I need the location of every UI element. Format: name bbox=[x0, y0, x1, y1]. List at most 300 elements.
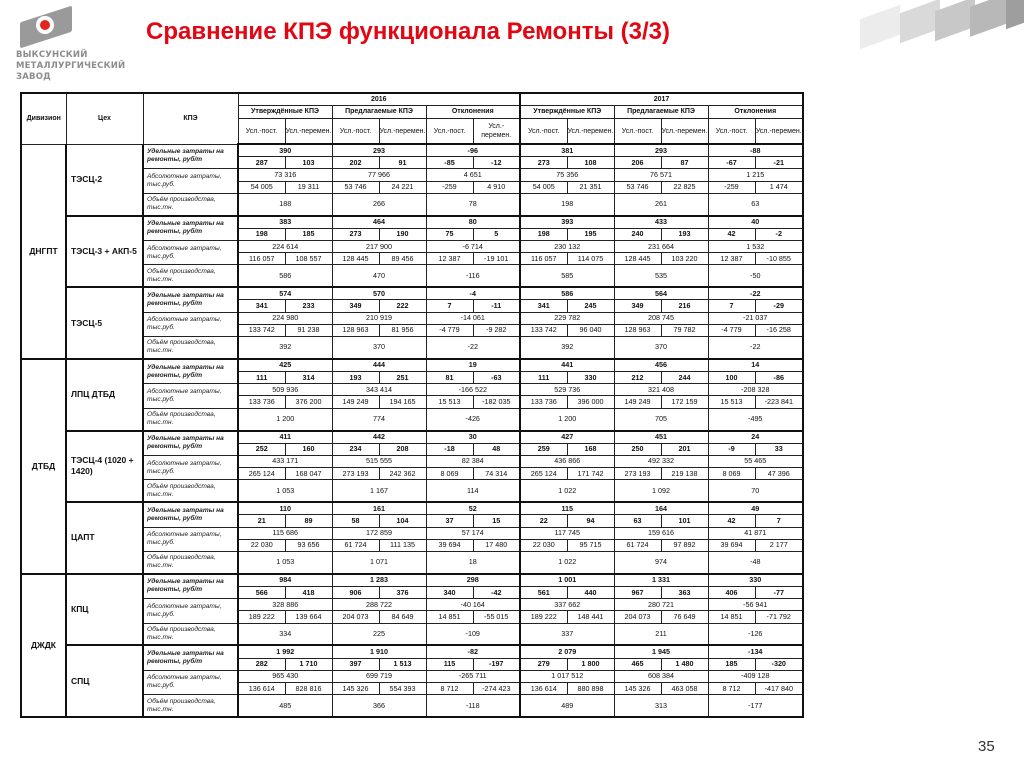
logo-line-2: МЕТАЛЛУРГИЧЕСКИЙ bbox=[16, 61, 126, 71]
value-spec-split: 259 bbox=[520, 443, 567, 455]
value-spec-split: 115 bbox=[426, 658, 473, 670]
value-spec-split: 185 bbox=[708, 658, 755, 670]
kpi-label-specific: Удельные затраты на ремонты, руб/т bbox=[143, 431, 238, 456]
value-abs-split: 84 649 bbox=[379, 611, 426, 623]
value-spec-split: 406 bbox=[708, 586, 755, 598]
value-spec-split: 63 bbox=[614, 515, 661, 527]
value-volume: 1 200 bbox=[238, 408, 332, 430]
shop-name: ТЭСЦ-4 (1020 + 1420) bbox=[66, 431, 143, 503]
value-volume: 211 bbox=[614, 623, 708, 645]
value-abs-split: 24 221 bbox=[379, 181, 426, 193]
table-row bbox=[21, 574, 803, 587]
value-spec-split: 42 bbox=[708, 228, 755, 240]
value-volume: -109 bbox=[426, 623, 520, 645]
value-abs-split: 128 445 bbox=[332, 253, 379, 265]
value-abs-split: -16 258 bbox=[755, 324, 803, 336]
value-spec-split: 185 bbox=[285, 228, 332, 240]
value-volume: 1 071 bbox=[332, 551, 426, 573]
value-abs-total: 337 662 bbox=[520, 599, 614, 611]
value-spec-split: 5 bbox=[473, 228, 520, 240]
value-spec-total: 2 079 bbox=[520, 645, 614, 658]
value-abs-split: 108 557 bbox=[285, 253, 332, 265]
value-abs-total: 77 966 bbox=[332, 169, 426, 181]
value-spec-split: 201 bbox=[661, 443, 708, 455]
value-abs-total: 117 745 bbox=[520, 527, 614, 539]
value-abs-split: 265 124 bbox=[520, 468, 567, 480]
value-abs-split: 19 311 bbox=[285, 181, 332, 193]
value-abs-total: 229 782 bbox=[520, 312, 614, 324]
value-abs-split: -19 101 bbox=[473, 253, 520, 265]
header-subcolumn: Усл.-перемен. bbox=[755, 119, 803, 145]
value-spec-total: 390 bbox=[238, 144, 332, 157]
kpi-label-volume: Объём производства, тыс.тн. bbox=[143, 408, 238, 430]
value-abs-split: 61 724 bbox=[332, 539, 379, 551]
value-abs-total: 55 465 bbox=[708, 455, 803, 467]
value-volume: 313 bbox=[614, 695, 708, 717]
value-volume: 114 bbox=[426, 480, 520, 502]
value-abs-total: 529 736 bbox=[520, 384, 614, 396]
value-spec-total: 381 bbox=[520, 144, 614, 157]
header-subcolumn: Усл.-пост. bbox=[614, 119, 661, 145]
value-spec-total: 19 bbox=[426, 359, 520, 372]
value-spec-split: 212 bbox=[614, 372, 661, 384]
value-abs-split: 148 441 bbox=[567, 611, 614, 623]
value-volume: 392 bbox=[238, 337, 332, 359]
value-spec-total: -88 bbox=[708, 144, 803, 157]
header-subcolumn: Усл.-перемен. bbox=[567, 119, 614, 145]
value-spec-split: 195 bbox=[567, 228, 614, 240]
value-volume: 261 bbox=[614, 193, 708, 215]
value-abs-split: -71 792 bbox=[755, 611, 803, 623]
value-abs-split: 53 746 bbox=[614, 181, 661, 193]
value-abs-split: 96 040 bbox=[567, 324, 614, 336]
value-abs-total: 208 745 bbox=[614, 312, 708, 324]
value-abs-split: 136 614 bbox=[520, 682, 567, 694]
value-spec-total: -96 bbox=[426, 144, 520, 157]
value-volume: 188 bbox=[238, 193, 332, 215]
value-abs-split: 136 614 bbox=[238, 682, 285, 694]
value-spec-total: 570 bbox=[332, 287, 426, 300]
header-group: Утверждённые КПЭ bbox=[520, 106, 614, 119]
value-spec-total: 40 bbox=[708, 216, 803, 229]
value-volume: 266 bbox=[332, 193, 426, 215]
value-spec-split: 100 bbox=[708, 372, 755, 384]
value-spec-total: 115 bbox=[520, 502, 614, 515]
value-spec-total: 383 bbox=[238, 216, 332, 229]
value-volume: -50 bbox=[708, 265, 803, 287]
value-spec-total: -82 bbox=[426, 645, 520, 658]
value-abs-split: 242 362 bbox=[379, 468, 426, 480]
value-spec-split: 440 bbox=[567, 586, 614, 598]
value-abs-split: 133 742 bbox=[520, 324, 567, 336]
kpi-label-absolute: Абсолютные затраты, тыс.руб. bbox=[143, 241, 238, 265]
value-spec-split: 202 bbox=[332, 157, 379, 169]
value-abs-split: 376 200 bbox=[285, 396, 332, 408]
kpi-label-absolute: Абсолютные затраты, тыс.руб. bbox=[143, 527, 238, 551]
value-abs-total: -14 061 bbox=[426, 312, 520, 324]
value-abs-total: 230 132 bbox=[520, 241, 614, 253]
value-spec-split: 22 bbox=[520, 515, 567, 527]
kpi-label-volume: Объём производства, тыс.тн. bbox=[143, 193, 238, 215]
value-spec-total: 293 bbox=[614, 144, 708, 157]
value-abs-total: 4 651 bbox=[426, 169, 520, 181]
value-volume: 18 bbox=[426, 551, 520, 573]
header-group: Утверждённые КПЭ bbox=[238, 106, 332, 119]
value-abs-total: 224 980 bbox=[238, 312, 332, 324]
value-spec-split: 94 bbox=[567, 515, 614, 527]
value-spec-split: 349 bbox=[332, 300, 379, 312]
value-spec-split: 42 bbox=[708, 515, 755, 527]
value-spec-split: 397 bbox=[332, 658, 379, 670]
value-abs-split: 39 694 bbox=[426, 539, 473, 551]
value-abs-split: 8 069 bbox=[708, 468, 755, 480]
value-abs-split: 189 222 bbox=[238, 611, 285, 623]
value-spec-total: 1 992 bbox=[238, 645, 332, 658]
kpi-label-volume: Объём производства, тыс.тн. bbox=[143, 695, 238, 717]
value-volume: -126 bbox=[708, 623, 803, 645]
value-volume: 535 bbox=[614, 265, 708, 287]
value-volume: -116 bbox=[426, 265, 520, 287]
value-abs-total: 57 174 bbox=[426, 527, 520, 539]
value-abs-split: -4 779 bbox=[708, 324, 755, 336]
value-abs-total: 492 332 bbox=[614, 455, 708, 467]
header-group: Предлагаемые КПЭ bbox=[332, 106, 426, 119]
value-abs-split: -259 bbox=[708, 181, 755, 193]
header-subcolumn: Усл.-пост. bbox=[238, 119, 285, 145]
value-spec-split: -12 bbox=[473, 157, 520, 169]
value-abs-total: 515 555 bbox=[332, 455, 426, 467]
value-spec-total: 293 bbox=[332, 144, 426, 157]
value-abs-total: 509 936 bbox=[238, 384, 332, 396]
shop-name: ЛПЦ ДТБД bbox=[66, 359, 143, 431]
header-group: Отклонения bbox=[708, 106, 803, 119]
value-abs-split: 79 782 bbox=[661, 324, 708, 336]
value-abs-split: 8 712 bbox=[426, 682, 473, 694]
kpi-label-absolute: Абсолютные затраты, тыс.руб. bbox=[143, 670, 238, 694]
value-spec-split: 273 bbox=[520, 157, 567, 169]
value-spec-split: 7 bbox=[426, 300, 473, 312]
division-name: ДНГПТ bbox=[21, 144, 66, 359]
value-abs-split: 168 047 bbox=[285, 468, 332, 480]
value-spec-split: 1 800 bbox=[567, 658, 614, 670]
value-abs-total: 1 017 512 bbox=[520, 670, 614, 682]
shop-name: ТЭСЦ-2 bbox=[66, 144, 143, 216]
kpi-label-absolute: Абсолютные затраты, тыс.руб. bbox=[143, 384, 238, 408]
value-abs-split: 93 656 bbox=[285, 539, 332, 551]
value-spec-split: -77 bbox=[755, 586, 803, 598]
value-abs-total: 965 430 bbox=[238, 670, 332, 682]
value-spec-split: 465 bbox=[614, 658, 661, 670]
value-spec-split: -18 bbox=[426, 443, 473, 455]
value-spec-split: 111 bbox=[238, 372, 285, 384]
value-abs-split: 128 963 bbox=[332, 324, 379, 336]
value-spec-total: 1 945 bbox=[614, 645, 708, 658]
value-spec-split: 251 bbox=[379, 372, 426, 384]
value-spec-split: 234 bbox=[332, 443, 379, 455]
table-row bbox=[21, 144, 803, 157]
value-spec-split: 279 bbox=[520, 658, 567, 670]
shop-name: ТЭСЦ-5 bbox=[66, 287, 143, 359]
value-abs-split: 103 220 bbox=[661, 253, 708, 265]
kpi-label-volume: Объём производства, тыс.тн. bbox=[143, 480, 238, 502]
kpi-label-absolute: Абсолютные затраты, тыс.руб. bbox=[143, 599, 238, 623]
value-abs-total: 82 384 bbox=[426, 455, 520, 467]
value-spec-total: 24 bbox=[708, 431, 803, 444]
value-abs-split: 22 030 bbox=[520, 539, 567, 551]
value-volume: 225 bbox=[332, 623, 426, 645]
header-subcolumn: Усл.-перемен. bbox=[285, 119, 332, 145]
logo-line-3: ЗАВОД bbox=[16, 72, 51, 82]
value-spec-total: 1 331 bbox=[614, 574, 708, 587]
value-abs-split: -259 bbox=[426, 181, 473, 193]
value-abs-split: 4 910 bbox=[473, 181, 520, 193]
table-row bbox=[21, 431, 803, 444]
value-volume: 705 bbox=[614, 408, 708, 430]
value-abs-split: 22 030 bbox=[238, 539, 285, 551]
table-row bbox=[21, 287, 803, 300]
value-spec-split: 193 bbox=[661, 228, 708, 240]
value-abs-total: 288 722 bbox=[332, 599, 426, 611]
value-abs-total: -6 714 bbox=[426, 241, 520, 253]
value-spec-total: 1 910 bbox=[332, 645, 426, 658]
value-spec-total: 161 bbox=[332, 502, 426, 515]
header-kpi: КПЭ bbox=[143, 93, 238, 144]
header-row-years bbox=[21, 93, 803, 106]
value-abs-split: 114 075 bbox=[567, 253, 614, 265]
value-abs-split: 172 159 bbox=[661, 396, 708, 408]
value-spec-split: -11 bbox=[473, 300, 520, 312]
value-volume: 489 bbox=[520, 695, 614, 717]
value-spec-split: 7 bbox=[755, 515, 803, 527]
value-spec-split: -2 bbox=[755, 228, 803, 240]
value-abs-total: 328 886 bbox=[238, 599, 332, 611]
value-spec-total: 444 bbox=[332, 359, 426, 372]
value-spec-total: 441 bbox=[520, 359, 614, 372]
value-abs-total: 159 616 bbox=[614, 527, 708, 539]
value-abs-split: -9 282 bbox=[473, 324, 520, 336]
value-abs-split: 53 746 bbox=[332, 181, 379, 193]
header-group: Отклонения bbox=[426, 106, 520, 119]
company-logo bbox=[16, 10, 136, 83]
value-abs-split: 54 005 bbox=[520, 181, 567, 193]
value-spec-split: 1 710 bbox=[285, 658, 332, 670]
value-volume: 366 bbox=[332, 695, 426, 717]
kpi-label-specific: Удельные затраты на ремонты, руб/т bbox=[143, 359, 238, 384]
value-volume: 198 bbox=[520, 193, 614, 215]
value-spec-total: 586 bbox=[520, 287, 614, 300]
value-spec-total: 298 bbox=[426, 574, 520, 587]
value-abs-split: 194 165 bbox=[379, 396, 426, 408]
value-spec-split: -67 bbox=[708, 157, 755, 169]
value-abs-total: 210 919 bbox=[332, 312, 426, 324]
value-volume: 70 bbox=[708, 480, 803, 502]
value-abs-total: 321 408 bbox=[614, 384, 708, 396]
value-volume: -48 bbox=[708, 551, 803, 573]
value-volume: 585 bbox=[520, 265, 614, 287]
value-spec-split: -9 bbox=[708, 443, 755, 455]
value-volume: -22 bbox=[708, 337, 803, 359]
value-abs-split: 39 694 bbox=[708, 539, 755, 551]
value-volume: 470 bbox=[332, 265, 426, 287]
value-spec-total: 425 bbox=[238, 359, 332, 372]
kpi-label-volume: Объём производства, тыс.тн. bbox=[143, 623, 238, 645]
value-abs-split: 14 851 bbox=[426, 611, 473, 623]
value-abs-split: -223 841 bbox=[755, 396, 803, 408]
value-abs-total: 231 664 bbox=[614, 241, 708, 253]
value-spec-split: 15 bbox=[473, 515, 520, 527]
value-volume: 586 bbox=[238, 265, 332, 287]
value-abs-split: 116 057 bbox=[520, 253, 567, 265]
value-abs-split: 145 326 bbox=[332, 682, 379, 694]
value-abs-split: 396 000 bbox=[567, 396, 614, 408]
value-volume: 774 bbox=[332, 408, 426, 430]
value-abs-total: 436 866 bbox=[520, 455, 614, 467]
value-abs-split: 95 715 bbox=[567, 539, 614, 551]
value-spec-split: 103 bbox=[285, 157, 332, 169]
header-subcolumn: Усл.-перемен. bbox=[661, 119, 708, 145]
kpi-label-volume: Объём производства, тыс.тн. bbox=[143, 265, 238, 287]
value-spec-split: 198 bbox=[238, 228, 285, 240]
value-abs-split: 15 513 bbox=[426, 396, 473, 408]
kpi-label-absolute: Абсолютные затраты, тыс.руб. bbox=[143, 455, 238, 479]
kpi-label-specific: Удельные затраты на ремонты, руб/т bbox=[143, 287, 238, 312]
table-row bbox=[21, 645, 803, 658]
value-abs-split: 149 249 bbox=[332, 396, 379, 408]
header-division: Дивизион bbox=[21, 93, 66, 144]
value-spec-split: 160 bbox=[285, 443, 332, 455]
value-abs-split: 21 351 bbox=[567, 181, 614, 193]
value-abs-split: 189 222 bbox=[520, 611, 567, 623]
value-spec-total: 1 283 bbox=[332, 574, 426, 587]
value-volume: 485 bbox=[238, 695, 332, 717]
table-row bbox=[21, 359, 803, 372]
value-spec-total: 984 bbox=[238, 574, 332, 587]
value-abs-total: 224 614 bbox=[238, 241, 332, 253]
value-spec-split: 967 bbox=[614, 586, 661, 598]
value-spec-split: 168 bbox=[567, 443, 614, 455]
logo-line-1: ВЫКСУНСКИЙ bbox=[16, 50, 88, 60]
value-abs-split: 265 124 bbox=[238, 468, 285, 480]
value-spec-split: 87 bbox=[661, 157, 708, 169]
value-volume: 1 022 bbox=[520, 551, 614, 573]
logo-text bbox=[16, 50, 136, 83]
value-abs-total: -265 711 bbox=[426, 670, 520, 682]
value-spec-split: 111 bbox=[520, 372, 567, 384]
value-spec-split: 906 bbox=[332, 586, 379, 598]
value-spec-total: 433 bbox=[614, 216, 708, 229]
value-abs-total: 1 532 bbox=[708, 241, 803, 253]
value-spec-split: 37 bbox=[426, 515, 473, 527]
value-abs-total: 608 384 bbox=[614, 670, 708, 682]
value-spec-split: 376 bbox=[379, 586, 426, 598]
value-abs-total: 73 316 bbox=[238, 169, 332, 181]
value-abs-split: 12 387 bbox=[708, 253, 755, 265]
value-spec-split: 216 bbox=[661, 300, 708, 312]
value-volume: 1 200 bbox=[520, 408, 614, 430]
value-spec-total: 30 bbox=[426, 431, 520, 444]
value-spec-split: 89 bbox=[285, 515, 332, 527]
division-name: ДЖДК bbox=[21, 574, 66, 717]
value-abs-split: -417 840 bbox=[755, 682, 803, 694]
page-number: 35 bbox=[978, 738, 995, 755]
value-spec-split: -85 bbox=[426, 157, 473, 169]
value-spec-split: 287 bbox=[238, 157, 285, 169]
value-abs-split: 880 898 bbox=[567, 682, 614, 694]
value-spec-total: 451 bbox=[614, 431, 708, 444]
slide-title: Сравнение КПЭ функционала Ремонты (3/3) bbox=[146, 18, 670, 45]
value-spec-split: 101 bbox=[661, 515, 708, 527]
value-spec-total: 49 bbox=[708, 502, 803, 515]
logo-mark-icon bbox=[16, 10, 76, 46]
value-abs-total: -166 522 bbox=[426, 384, 520, 396]
value-spec-split: 21 bbox=[238, 515, 285, 527]
value-volume: 1 092 bbox=[614, 480, 708, 502]
value-spec-split: -86 bbox=[755, 372, 803, 384]
value-spec-total: 456 bbox=[614, 359, 708, 372]
value-spec-split: 206 bbox=[614, 157, 661, 169]
value-spec-split: -42 bbox=[473, 586, 520, 598]
value-abs-total: 172 859 bbox=[332, 527, 426, 539]
value-spec-split: 561 bbox=[520, 586, 567, 598]
shop-name: ТЭСЦ-3 + АКП-5 bbox=[66, 216, 143, 288]
value-abs-split: 47 396 bbox=[755, 468, 803, 480]
value-volume: 1 022 bbox=[520, 480, 614, 502]
value-abs-split: -55 015 bbox=[473, 611, 520, 623]
value-spec-split: 48 bbox=[473, 443, 520, 455]
value-spec-total: -4 bbox=[426, 287, 520, 300]
value-spec-split: 75 bbox=[426, 228, 473, 240]
value-spec-split: -63 bbox=[473, 372, 520, 384]
value-abs-split: 204 073 bbox=[332, 611, 379, 623]
value-spec-total: 164 bbox=[614, 502, 708, 515]
value-spec-split: 250 bbox=[614, 443, 661, 455]
value-spec-total: 442 bbox=[332, 431, 426, 444]
value-volume: 370 bbox=[332, 337, 426, 359]
value-abs-total: 433 171 bbox=[238, 455, 332, 467]
value-volume: 370 bbox=[614, 337, 708, 359]
value-spec-split: 91 bbox=[379, 157, 426, 169]
value-spec-split: 81 bbox=[426, 372, 473, 384]
value-abs-split: -274 423 bbox=[473, 682, 520, 694]
value-spec-split: -197 bbox=[473, 658, 520, 670]
value-spec-split: 7 bbox=[708, 300, 755, 312]
value-spec-split: 418 bbox=[285, 586, 332, 598]
table-row bbox=[21, 502, 803, 515]
value-spec-split: 273 bbox=[332, 228, 379, 240]
kpi-label-volume: Объём производства, тыс.тн. bbox=[143, 551, 238, 573]
value-abs-split: 111 135 bbox=[379, 539, 426, 551]
value-volume: -177 bbox=[708, 695, 803, 717]
header-subcolumn: Усл.-пост. bbox=[426, 119, 473, 145]
value-volume: 1 167 bbox=[332, 480, 426, 502]
value-spec-split: 1 513 bbox=[379, 658, 426, 670]
header-group: Предлагаемые КПЭ bbox=[614, 106, 708, 119]
header-subcolumn: Усл.-пост. bbox=[708, 119, 755, 145]
value-spec-total: 14 bbox=[708, 359, 803, 372]
value-abs-split: 554 393 bbox=[379, 682, 426, 694]
value-spec-split: 349 bbox=[614, 300, 661, 312]
value-volume: 1 053 bbox=[238, 551, 332, 573]
value-spec-split: 341 bbox=[520, 300, 567, 312]
value-abs-total: -21 037 bbox=[708, 312, 803, 324]
value-abs-split: 12 387 bbox=[426, 253, 473, 265]
value-spec-total: 80 bbox=[426, 216, 520, 229]
value-abs-split: 219 138 bbox=[661, 468, 708, 480]
value-spec-total: 330 bbox=[708, 574, 803, 587]
value-volume: -495 bbox=[708, 408, 803, 430]
value-abs-split: 54 005 bbox=[238, 181, 285, 193]
value-spec-split: 363 bbox=[661, 586, 708, 598]
